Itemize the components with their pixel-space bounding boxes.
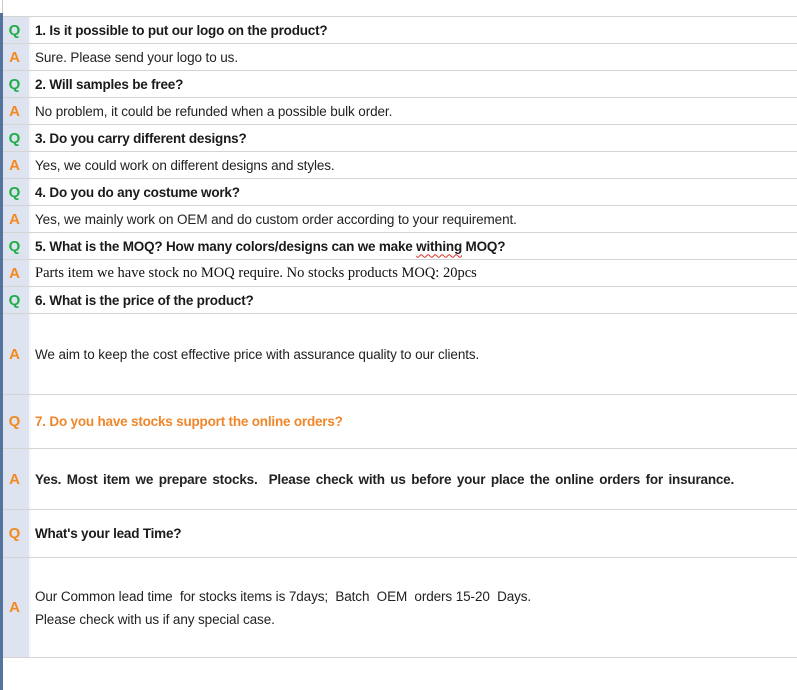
answer-text: No problem, it could be refunded when a possible bulk order. xyxy=(35,103,393,119)
question-text: 2. Will samples be free? xyxy=(35,76,184,92)
answer-text: Sure. Please send your logo to us. xyxy=(35,49,238,65)
question-cell xyxy=(31,233,797,259)
faq-row-question-7 xyxy=(0,395,797,449)
marker-cell xyxy=(0,233,31,259)
faq-row-question-5 xyxy=(0,233,797,260)
a-marker: A xyxy=(9,264,20,282)
question-text: 3. Do you carry different designs? xyxy=(35,130,247,146)
faq-row-question-2 xyxy=(0,71,797,98)
question-text: 6. What is the price of the product? xyxy=(35,292,254,308)
question-text: What's your lead Time? xyxy=(35,526,182,541)
answer-text: Yes, we could work on different designs and styles. xyxy=(35,157,335,173)
faq-row-answer-1 xyxy=(0,44,797,71)
marker-cell xyxy=(0,44,31,70)
marker-cell xyxy=(0,206,31,232)
table-left-border xyxy=(0,13,3,690)
a-marker: A xyxy=(9,156,20,174)
marker-cell xyxy=(0,287,31,313)
question-cell xyxy=(31,125,797,151)
q-marker: Q xyxy=(8,413,21,430)
answer-text: Yes. Most item we prepare stocks. Please check with us before your place the online orders for insurance. xyxy=(35,471,735,487)
faq-row-answer-4 xyxy=(0,206,797,233)
a-marker: A xyxy=(9,470,20,488)
faq-row-answer-7 xyxy=(0,449,797,510)
faq-table xyxy=(0,16,797,658)
faq-row-answer-8 xyxy=(0,558,797,658)
marker-cell xyxy=(0,314,31,394)
question-text xyxy=(35,239,791,254)
question-cell xyxy=(31,71,797,97)
answer-cell xyxy=(31,558,797,657)
answer-cell xyxy=(31,98,797,124)
a-marker: A xyxy=(9,102,20,120)
a-marker: A xyxy=(9,345,20,363)
marker-cell xyxy=(0,449,31,509)
question-text-after: MOQ? xyxy=(462,238,506,254)
a-marker: A xyxy=(9,210,20,228)
question-cell xyxy=(31,179,797,205)
question-text: 7. Do you have stocks support the online orders? xyxy=(35,414,343,429)
answer-text: Parts item we have stock no MOQ require. No stocks products MOQ: 20pcs xyxy=(35,264,477,281)
a-marker: A xyxy=(9,599,20,616)
faq-row-question-3 xyxy=(0,125,797,152)
faq-row-question-1 xyxy=(0,17,797,44)
marker-cell xyxy=(0,71,31,97)
q-marker: Q xyxy=(8,75,21,93)
question-cell xyxy=(31,287,797,313)
marker-cell xyxy=(0,125,31,151)
question-text: 1. Is it possible to put our logo on the product? xyxy=(35,22,328,38)
marker-cell xyxy=(0,152,31,178)
misspelled-word: withing xyxy=(416,238,462,254)
question-cell xyxy=(31,395,797,448)
answer-cell xyxy=(31,206,797,232)
question-cell xyxy=(31,17,797,43)
marker-cell xyxy=(0,17,31,43)
marker-cell xyxy=(0,395,31,448)
q-marker: Q xyxy=(8,129,21,147)
answer-cell xyxy=(31,449,797,509)
q-marker: Q xyxy=(8,291,21,309)
answer-text: Yes, we mainly work on OEM and do custom order according to your requirement. xyxy=(35,211,517,227)
question-text: 4. Do you do any costume work? xyxy=(35,184,240,200)
question-cell xyxy=(31,510,797,557)
faq-row-answer-6 xyxy=(0,314,797,395)
faq-row-answer-5 xyxy=(0,260,797,287)
answer-text-line-2: Please check with us if any special case. xyxy=(35,611,275,627)
q-marker: Q xyxy=(8,525,21,542)
q-marker: Q xyxy=(8,21,21,39)
q-marker: Q xyxy=(8,237,21,255)
marker-cell xyxy=(0,558,31,657)
answer-text-line-1: Our Common lead time for stocks items is 7days; Batch OEM orders 15-20 Days. xyxy=(35,588,532,604)
faq-row-question-4 xyxy=(0,179,797,206)
marker-cell xyxy=(0,510,31,557)
marker-cell xyxy=(0,260,31,286)
answer-text: We aim to keep the cost effective price with assurance quality to our clients. xyxy=(35,346,480,362)
faq-row-answer-2 xyxy=(0,98,797,125)
question-text-before: 5. What is the MOQ? How many colors/designs can we make xyxy=(35,238,417,254)
marker-cell xyxy=(0,98,31,124)
answer-cell xyxy=(31,260,797,286)
page-edge-line xyxy=(2,0,3,14)
marker-cell xyxy=(0,179,31,205)
faq-row-answer-3 xyxy=(0,152,797,179)
answer-cell xyxy=(31,44,797,70)
faq-row-question-8 xyxy=(0,510,797,558)
answer-cell xyxy=(31,152,797,178)
answer-cell xyxy=(31,314,797,394)
q-marker: Q xyxy=(8,183,21,201)
a-marker: A xyxy=(9,48,20,66)
faq-row-question-6 xyxy=(0,287,797,314)
